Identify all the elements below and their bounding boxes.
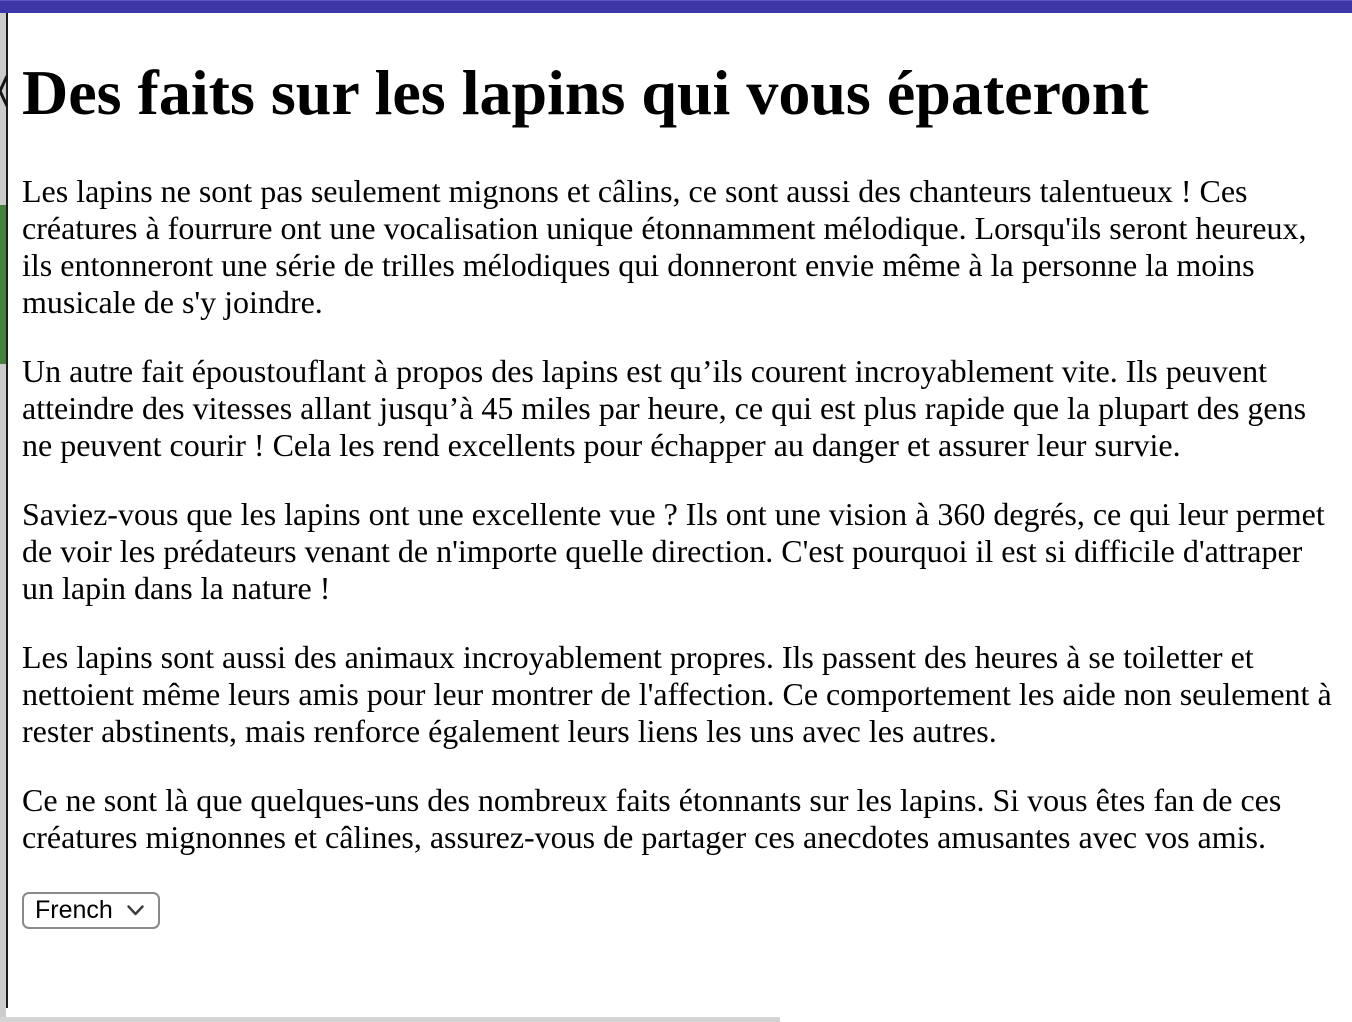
chevron-left-icon bbox=[0, 74, 8, 108]
window-border-line bbox=[6, 13, 8, 1008]
article-paragraph-3: Saviez-vous que les lapins ont une excellente vue ? Ils ont une vision à 360 degrés, ce qui leur permet de voir les prédateurs venant de n'importe quelle direction. C'est pourquoi il est si difficile d'attraper un lapin dans la nature ! bbox=[22, 495, 1325, 606]
bottom-edge-strip bbox=[0, 1017, 780, 1022]
chevron-down-icon bbox=[127, 905, 144, 916]
article-paragraph-1: Les lapins ne sont pas seulement mignons et câlins, ce sont aussi des chanteurs talentueux ! Ces créatures à fourrure ont une vocalisation unique étonnamment mélodique. Lorsqu'ils seront heureux, ils entonneront une série de trilles mélodiques qui donneront envie même à la personne la moins musicale de s'y joindre. bbox=[22, 172, 1307, 320]
language-select[interactable] bbox=[22, 892, 160, 929]
article-page bbox=[8, 13, 1352, 929]
page-title: Des faits sur les lapins qui vous épateront bbox=[22, 56, 1149, 128]
article-paragraph-5: Ce ne sont là que quelques-uns des nombreux faits étonnants sur les lapins. Si vous êtes fan de ces créatures mignonnes et câlines, assurez-vous de partager ces anecdotes amusantes avec vos amis. bbox=[22, 781, 1282, 855]
article-paragraph-2: Un autre fait époustouflant à propos des lapins est qu’ils courent incroyablement vite. Ils peuvent atteindre des vitesses allant jusqu’à 45 miles par heure, ce qui est plus rapide que la plupart des gens ne peuvent courir ! Cela les rend excellents pour échapper au danger et assurer leur survie. bbox=[22, 352, 1307, 463]
language-select-value: French bbox=[35, 895, 113, 924]
article-paragraph-4: Les lapins sont aussi des animaux incroyablement propres. Ils passent des heures à se toiletter et nettoient même leurs amis pour leur montrer de l'affection. Ce comportement les aide non seulement à rester abstinents, mais renforce également leurs liens les uns avec les autres. bbox=[22, 638, 1332, 749]
top-accent-bar bbox=[0, 0, 1352, 13]
